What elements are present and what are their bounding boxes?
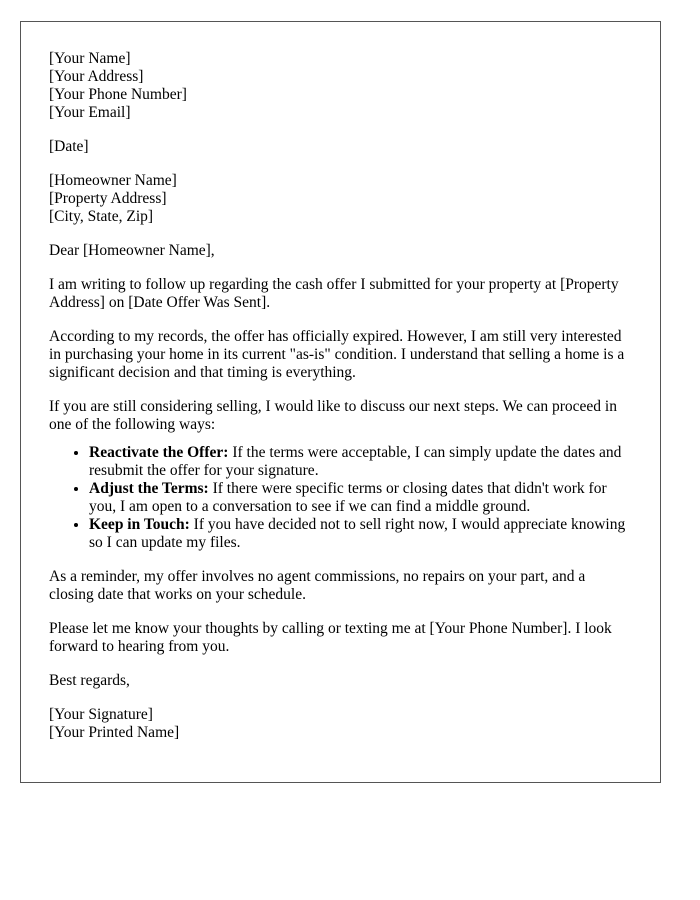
option-text: If you have decided not to sell right now, I would appreciate knowing so I can update my files. xyxy=(89,516,626,551)
paragraph-records: According to my records, the offer has officially expired. However, I am still very interested in purchasing your home in its current "as-is" condition. I understand that selling a home is a significant decision and that timing is everything. xyxy=(49,328,625,381)
letter xyxy=(20,21,661,783)
recipient-name: [Homeowner Name] xyxy=(49,172,177,189)
option-title: Reactivate the Offer: xyxy=(89,444,229,461)
list-item xyxy=(89,516,632,552)
sender-address: [Your Address] xyxy=(49,68,144,85)
recipient-city-state-zip: [City, State, Zip] xyxy=(49,208,154,225)
sender-phone: [Your Phone Number] xyxy=(49,86,187,103)
option-title: Adjust the Terms: xyxy=(89,480,209,497)
option-text: If there were specific terms or closing dates that didn't work for you, I am open to a conversation to see if we can find a middle ground. xyxy=(89,480,607,515)
paragraph-next-steps: If you are still considering selling, I would like to discuss our next steps. We can proceed in one of the following ways: xyxy=(49,398,617,433)
signature-block xyxy=(49,706,632,742)
paragraph-reminder: As a reminder, my offer involves no agent commissions, no repairs on your part, and a closing date that works on your schedule. xyxy=(49,568,586,603)
option-title: Keep in Touch: xyxy=(89,516,190,533)
date-block xyxy=(49,138,632,156)
recipient-block xyxy=(49,172,632,226)
salutation: Dear [Homeowner Name], xyxy=(49,242,215,259)
paragraph-intro: I am writing to follow up regarding the cash offer I submitted for your property at [Property Address] on [Date Offer Was Sent]. xyxy=(49,276,619,311)
sender-email: [Your Email] xyxy=(49,104,131,121)
sender-block xyxy=(49,50,632,122)
list-item xyxy=(89,480,632,516)
closing: Best regards, xyxy=(49,672,130,689)
signature-line: [Your Signature] xyxy=(49,706,153,723)
option-text: If the terms were acceptable, I can simply update the dates and resubmit the offer for your signature. xyxy=(89,444,622,479)
letter-date: [Date] xyxy=(49,138,89,155)
printed-name: [Your Printed Name] xyxy=(49,724,180,741)
paragraph-contact: Please let me know your thoughts by calling or texting me at [Your Phone Number]. I look forward to hearing from you. xyxy=(49,620,612,655)
recipient-property-address: [Property Address] xyxy=(49,190,167,207)
sender-name: [Your Name] xyxy=(49,50,131,67)
options-list xyxy=(49,444,632,552)
list-item xyxy=(89,444,632,480)
